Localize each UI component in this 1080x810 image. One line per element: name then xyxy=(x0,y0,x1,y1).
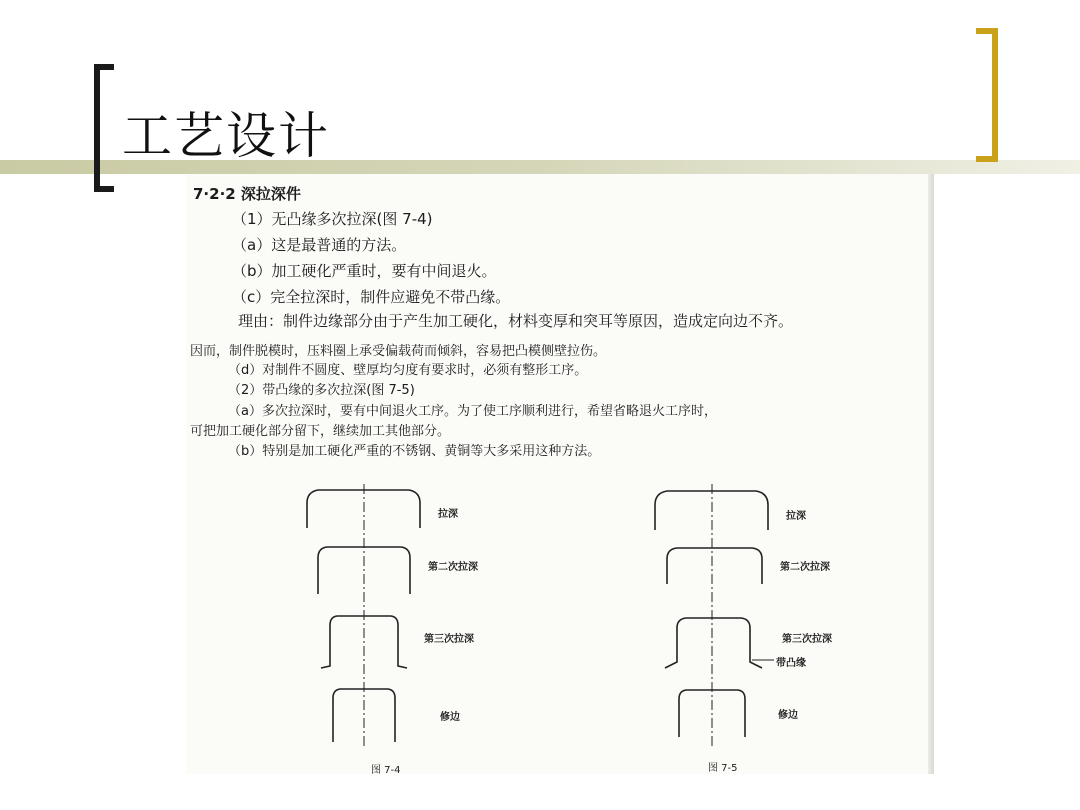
slide-title: 工艺设计 xyxy=(122,107,330,165)
fig75-stage2-shape xyxy=(667,548,762,584)
fig75-label-draw: 拉深 xyxy=(786,511,806,522)
text-line: （b）特别是加工硬化严重的不锈钢、黄铜等大多采用这种方法。 xyxy=(228,444,601,459)
fig74-label-third: 第三次拉深 xyxy=(424,634,474,645)
fig74-caption: 图 7-4 xyxy=(371,765,401,776)
text-line: （a）这是最普通的方法。 xyxy=(232,236,407,254)
fig74-label-draw: 拉深 xyxy=(438,509,458,520)
text-line: （b）加工硬化严重时，要有中间退火。 xyxy=(232,262,497,280)
fig74-label-trim: 修边 xyxy=(440,712,460,723)
fig75-label-flange: 带凸缘 xyxy=(776,658,806,669)
fig75-caption: 图 7-5 xyxy=(708,763,738,774)
text-line: 因而，制件脱模时，压料圈上承受偏载荷而倾斜，容易把凸模侧壁拉伤。 xyxy=(190,344,607,359)
text-line: 可把加工硬化部分留下，继续加工其他部分。 xyxy=(190,424,451,439)
text-line: （d）对制件不圆度、壁厚均匀度有要求时，必须有整形工序。 xyxy=(228,363,588,378)
section-heading: 7·2·2 深拉深件 xyxy=(193,185,301,203)
text-line: （a）多次拉深时，要有中间退火工序。为了使工序顺利进行，希望省略退火工序时， xyxy=(228,404,717,419)
text-line: （c）完全拉深时，制件应避免不带凸缘。 xyxy=(232,288,511,306)
fig75-label-second: 第二次拉深 xyxy=(780,562,830,573)
fig75-stage3-shape xyxy=(665,618,762,668)
fig74-label-second: 第二次拉深 xyxy=(428,562,478,573)
text-line: （2）带凸缘的多次拉深(图 7-5) xyxy=(228,383,415,398)
text-line: 理由：制件边缘部分由于产生加工硬化，材料变厚和突耳等原因，造成定向边不齐。 xyxy=(238,312,794,330)
fig75-label-third: 第三次拉深 xyxy=(782,634,832,645)
fig75-label-trim: 修边 xyxy=(778,710,798,721)
text-line: （1）无凸缘多次拉深(图 7-4) xyxy=(232,210,433,228)
